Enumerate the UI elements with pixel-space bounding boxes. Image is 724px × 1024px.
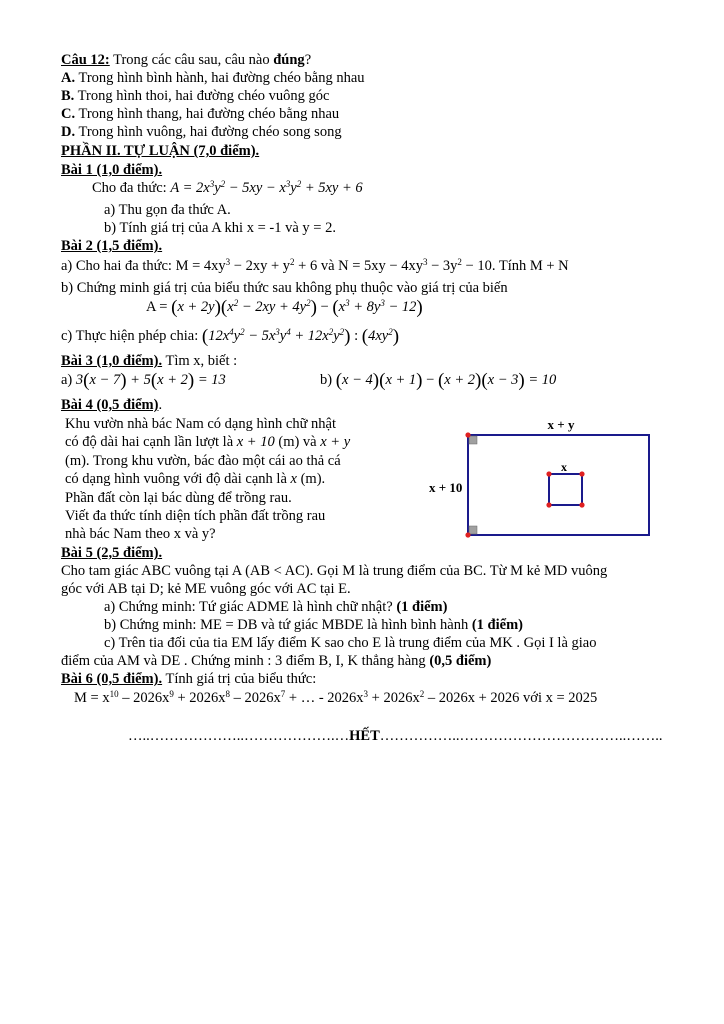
pond-vertex [579,502,584,507]
option-a: A. Trong hình bình hành, hai đường chéo bằng nhau [61,70,365,86]
option-d: D. Trong hình vuông, hai đường chéo song song [61,124,342,140]
bai-2-b: b) Chứng minh giá trị của biểu thức sau không phụ thuộc vào giá trị của biến [61,280,508,296]
pond-vertex [546,502,551,507]
label-side: x + 10 [429,480,463,495]
corner-mark-top-left [469,436,477,444]
bai-2-a: a) Cho hai đa thức: $M = 4xy^3 - 2xy + y^2 + 6$ và $N = 5xy - 4xy^3 - 3y^2 - 10$. Tính M + N [61,257,569,274]
option-c: C. Trong hình thang, hai đường chéo bằng nhau [61,106,340,122]
bai-2-b-expression: $A = (x + 2y)(x^2 - 2xy + 4y^2) - (x^3 + 8y^3 - 12)$ [146,297,423,318]
bai-4-line-2: có độ dài hai cạnh lần lượt là x + 10 (m) và x + y [65,434,351,450]
garden-vertex [465,432,470,437]
bai-3-b: b) (x − 4)(x + 1) − (x + 2)(x − 3) = 10 [320,370,557,391]
bai-1-polynomial: Cho đa thức: $A = 2x^3y^2 - 5xy - x^3y^2 + 5xy + 6$ [92,179,363,196]
bai-1-b: b) Tính giá trị của A khi x = -1 và y = 2. [104,220,336,236]
bai-5-c: c) Trên tia đối của tia EM lấy điểm K sao cho E là trung điểm của MK . Gọi I là giao [104,635,597,651]
garden-figure [420,410,670,540]
bai-2-title: Bài 2 (1,5 điểm). [61,238,163,254]
bai-4-line-1: Khu vườn nhà bác Nam có dạng hình chữ nhật [65,416,337,432]
question-12: Câu 12: Trong các câu sau, câu nào đúng? [61,52,312,68]
corner-mark-bottom-left [469,526,477,534]
bai-2-c: c) Thực hiện phép chia: $(12x^4y^2 - 5x^3y^4 + 12x^2y^2)$ : $(4xy^2)$ [61,326,400,347]
pond-vertex [546,471,551,476]
part-2-title: PHẦN II. TỰ LUẬN (7,0 điểm). [61,143,260,159]
bai-5-c-2: điểm của AM và DE . Chứng minh : 3 điểm B, I, K thẳng hàng (0,5 điểm) [61,653,492,669]
pond-vertex [579,471,584,476]
option-b: B. Trong hình thoi, hai đường chéo vuông góc [61,88,330,104]
bai-4-line-6: Viết đa thức tính diện tích phần đất trồng rau [65,508,326,524]
bai-4-line-5: Phần đất còn lại bác dùng để trồng rau. [65,490,292,506]
bai-1-title: Bài 1 (1,0 điểm). [61,162,163,178]
bai-5-b: b) Chứng minh: ME = DB và tứ giác MBDE là hình bình hành (1 điểm) [104,617,523,633]
bai-4-line-4: có dạng hình vuông với độ dài cạnh là x (m). [65,471,326,487]
bai-5-line-1: Cho tam giác ABC vuông tại A (AB < AC). Gọi M là trung điểm của BC. Từ M kẻ MD vuông [61,563,608,579]
bai-1-a: a) Thu gọn đa thức A. [104,202,231,218]
end-marker: …..………………..……………….…HẾT……………..……………………………..…….. [128,728,663,744]
bai-4-line-7: nhà bác Nam theo x và y? [65,526,216,542]
bai-3-a: a) 3(x − 7) + 5(x + 2) = 13 [61,370,226,391]
bai-5-title: Bài 5 (2,5 điểm). [61,545,163,561]
garden-rect [468,435,649,535]
bai-5-line-2: góc với AB tại D; kẻ ME vuông góc với AC tại E. [61,581,351,597]
bai-6-title: Bài 6 (0,5 điểm). Tính giá trị của biểu thức: [61,671,317,687]
label-top: x + y [547,417,575,432]
pond-square [549,474,582,505]
bai-3-title: Bài 3 (1,0 điểm). Tìm x, biết : [61,353,238,369]
garden-vertex [465,532,470,537]
question-12-label: Câu 12: [61,52,110,68]
bai-5-a: a) Chứng minh: Tứ giác ADME là hình chữ nhật? (1 điểm) [104,599,448,615]
bai-4-title: Bài 4 (0,5 điểm). [61,397,163,413]
label-pond: x [561,460,567,474]
bai-4-line-3: (m). Trong khu vườn, bác đào một cái ao thả cá [65,453,341,469]
bai-6-expression: $M = x^{10} - 2026x^9 + 2026x^8 - 2026x^7$ + … - $2026x^3 + 2026x^2 - 2026x + 2026$ với x = 2025 [74,689,598,706]
